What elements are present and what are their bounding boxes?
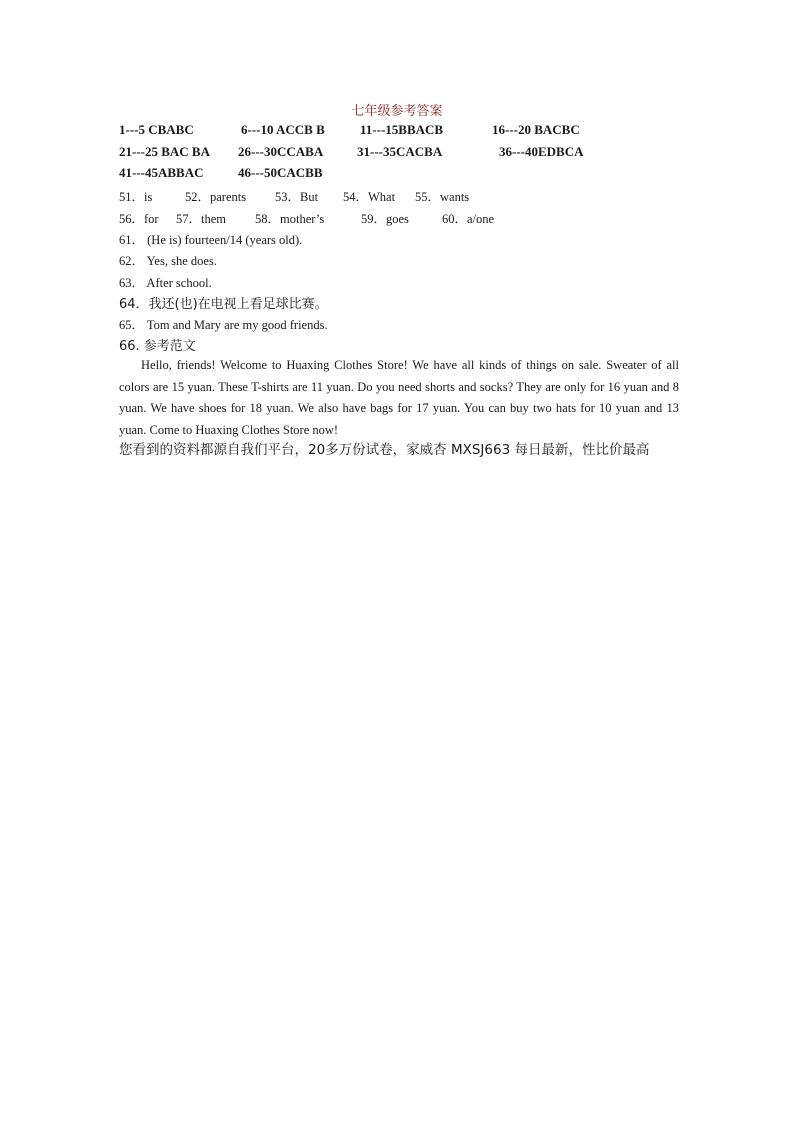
mc-answer: 26---30CCABA [238, 144, 324, 159]
answer-61: 61． (He is) fourteen/14 (years old). [119, 233, 303, 247]
fill-answer: 59．goes [361, 212, 409, 226]
fill-answer: 60．a/one [442, 212, 495, 226]
page-title: 七年级参考答案 [351, 104, 443, 119]
fill-answer: 55．wants [415, 190, 470, 204]
fill-answer: 56．for [119, 212, 159, 226]
fill-answer: 54．What [343, 190, 396, 204]
mc-answer: 21---25 BAC BA [119, 144, 210, 159]
answer-65: 65． Tom and Mary are my good friends. [119, 318, 328, 332]
answer-66-heading: 66. 参考范文 [119, 339, 196, 354]
mc-answer: 41---45ABBAC [119, 165, 204, 180]
mc-answer: 31---35CACBA [357, 144, 443, 159]
mc-answer: 46---50CACBB [238, 165, 323, 180]
fill-answer: 51．is [119, 190, 153, 204]
fill-answer: 52．parents [185, 190, 247, 204]
mc-answer: 1---5 CBABC [119, 122, 194, 137]
mc-answer: 36---40EDBCA [499, 144, 584, 159]
fill-answer: 53．But [275, 190, 319, 204]
mc-answer: 6---10 ACCB B [241, 122, 325, 137]
mc-answer: 16---20 BACBC [492, 122, 580, 137]
fill-answer: 57．them [176, 212, 226, 226]
answer-64: 64．我还(也)在电视上看足球比赛。 [119, 297, 328, 312]
answer-62: 62． Yes, she does. [119, 254, 217, 268]
sample-essay: Hello, friends! Welcome to Huaxing Clothes Store! We have all kinds of things on sale. Sweater of all colors are 15 yuan. These T-shirts are 11 yuan. Do you need shorts and socks? They are only for 16 yuan and 8 yuan. We have shoes for 18 yuan. We also have bags for 17 yuan. You can buy two hats for 10 yuan and 13 yuan. Come to Huaxing Clothes Store now! [119, 358, 679, 438]
mc-answer: 11---15BBACB [360, 122, 444, 137]
answer-63: 63． After school. [119, 276, 212, 290]
promo-text: 您看到的资料都源自我们平台，20多万份试卷，家威杏 MXSJ663 每日最新，性比价最高 [119, 442, 650, 458]
fill-answer: 58．mother’s [255, 212, 325, 226]
